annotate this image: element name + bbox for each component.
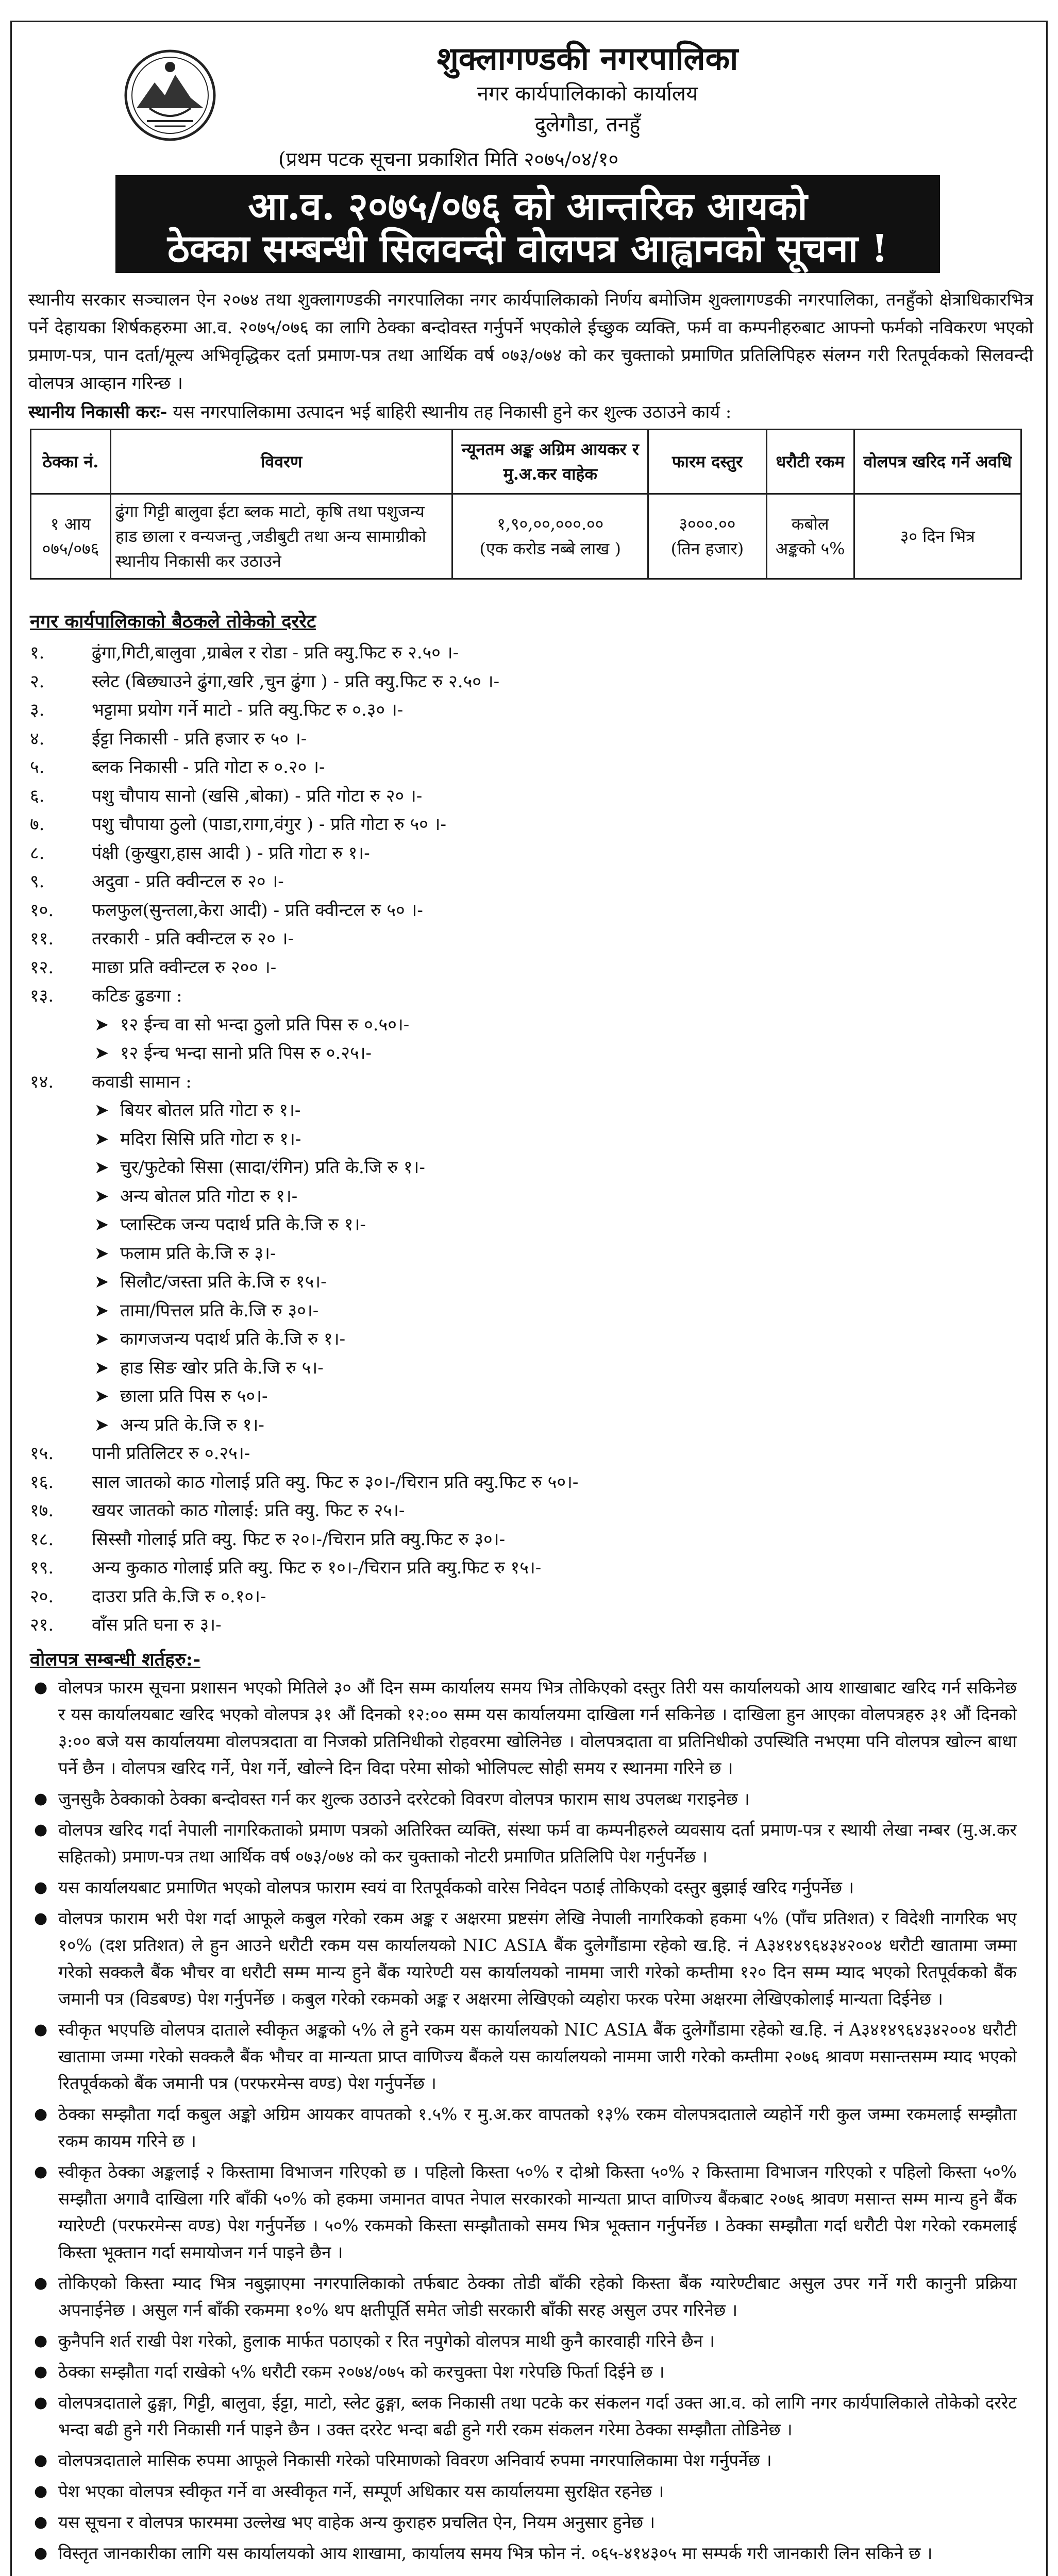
bullet-icon: ● [34,2332,48,2350]
rate-sub-item [30,1297,1009,1326]
rate-text: ब्लक निकासी - प्रति गोटा रु ०.२० ।- [92,757,325,777]
rate-text: ईट्टा निकासी - प्रति हजार रु ५० ।- [92,728,307,749]
rate-text: पानी प्रतिलिटर रु ०.२५।- [92,1443,250,1464]
term-text: वोलपत्र फारम सूचना प्रशासन भएको मितिले ३० औं दिन सम्म कार्यालय समय भित्र तोकिएको दस्तुर तिरी यस कार्यालयको आय शाखाबाट खरिद गर्न सकिनेछ र यस कार्यालयबाट खरिद भएको वोलपत्र ३१ औं दिनको १२:०० सम्म यस कार्यालयमा दाखिला गर्न सकिनेछ । दाखिला हुन आएका वोलपत्रहरु ३१ औं दिनको ३:०० बजे यस कार्यालयमा वोलपत्रदाता वा निजको प्रतिनिधीको रोहवरमा खोलिनेछ । वोलपत्रदाता वा प्रतिनिधीको उपस्थिति नभएमा पनि वोलपत्र खोल्न बाधा पर्ने छैन । वोलपत्र खरिद गर्ने, पेश गर्ने, खोल्ने दिन विदा परेमा सोको भोलिपल्ट सोही समय र स्थानमा गरिने छ । [58,1677,1017,1778]
cell-description: ढुंगा गिट्टी बालुवा ईटा ब्लक माटो, कृषि तथा पशुजन्य हाड छाला र वन्यजन्तु ,जडीबुटी तथा अन्य सामाग्रीको स्थानीय निकासी कर उठाउने [110,494,452,579]
term-text: पेश भएका वोलपत्र स्वीकृत गर्ने वा अस्वीकृत गर्ने, सम्पूर्ण अधिकार यस कार्यालयमा सुरक्षित रहनेछ । [58,2481,664,2501]
rate-item [30,668,1009,697]
arrow-bullet-icon: ➤ [94,1386,109,1406]
rate-sub-text: हाड सिङ खोर प्रति के.जि रु ५।- [120,1357,324,1378]
rate-sub-item [30,1182,1009,1211]
rate-number: ९. [30,871,45,892]
rate-sub-item [30,1411,1009,1440]
rate-item [30,725,1009,754]
rate-item [30,868,1009,896]
term-item [30,2359,1017,2385]
min-amount-words: (एक करोड नब्बे लाख ) [479,539,621,558]
rate-sub-item [30,1382,1009,1411]
cell-deposit: कबोल अङ्कको ५% [766,494,854,579]
bullet-icon: ● [34,2482,48,2500]
rate-item [30,639,1009,668]
rate-sub-text: अन्य बोतल प्रति गोटा रु १।- [120,1185,298,1207]
rate-sub-item [30,1268,1009,1297]
rate-text: पशु चौपाया ठुलो (पाडा,रागा,वंगुर ) - प्रति गोटा रु ५० ।- [92,814,447,835]
term-item [30,2270,1017,2324]
rate-number: ४. [30,728,45,749]
first-publication-date: (प्रथम पटक सूचना प्रकाशित मिति २०७५/०४/१० [278,148,619,171]
rate-text: पंक्षी (कुखुरा,हास आदी ) - प्रति गोटा रु १।- [92,842,370,863]
rate-text: सिस्सौ गोलाई प्रति क्यु. फिट रु २०।-/चिरान प्रति क्यु.फिट रु ३०।- [92,1529,506,1550]
term-item [30,2447,1017,2474]
banner-line-1: आ.व. २०७५/०७६ को आन्तरिक आयको [248,184,808,229]
rate-number: ७. [30,814,45,835]
rate-item [30,896,1009,925]
rate-item [30,810,1009,839]
term-text: जुनसुकै ठेक्काको ठेक्का बन्दोवस्त गर्न कर शुल्क उठाउने दररेटको विवरण वोलपत्र फाराम साथ उपलब्ध गराइनेछ । [58,1789,750,1809]
rate-number: १६. [30,1471,54,1493]
terms-list [30,1674,1017,2571]
header-form-fee: फारम दस्तुर [648,430,767,494]
arrow-bullet-icon: ➤ [94,1329,109,1349]
rate-number: १५. [30,1443,54,1464]
rate-text: ढुंगा,गिटी,बालुवा ,ग्राबेल र रोडा - प्रति क्यु.फिट रु २.५० ।- [92,642,459,663]
bullet-icon: ● [34,1821,48,1839]
term-text: ठेक्का सम्झौता गर्दा कबुल अङ्को अग्रिम आयकर वापतको १.५% र मु.अ.कर वापतको १३% रकम वोलपत्रदाताले व्यहोर्ने गरी कुल जम्मा रकमलाई सम्झौता रकम कायम गरिने छ । [58,2104,1017,2151]
rate-item [30,982,1009,1011]
rate-item [30,753,1009,782]
local-export-label: स्थानीय निकासी करः- [28,402,167,422]
rate-number: ६. [30,785,45,806]
bullet-icon: ● [34,2544,48,2562]
rate-number: १४. [30,1071,54,1092]
rate-item [30,1468,1009,1497]
bullet-icon: ● [34,2363,48,2381]
arrow-bullet-icon: ➤ [94,1100,109,1121]
rate-sub-item [30,1039,1009,1068]
rate-text: अदुवा - प्रति क्वीन्टल रु २० ।- [92,871,284,892]
government-emblem-icon [119,46,222,144]
arrow-bullet-icon: ➤ [94,1185,109,1207]
rate-number: ५. [30,757,45,777]
arrow-bullet-icon: ➤ [94,1043,109,1063]
intro-paragraph: स्थानीय सरकार सञ्चालन ऐन २०७४ तथा शुक्लागण्डकी नगरपालिका नगर कार्यपालिकाको निर्णय बमोजिम शुक्लागण्डकी नगरपालिका, तनहुँको क्षेत्राधिकारभित्र पर्ने देहायका शिर्षकहरुमा आ.व. २०७५/०७६ का लागि ठेक्का बन्दोवस्त गर्नुपर्ने भएकोले ईच्छुक व्यक्ति, फर्म वा कम्पनीहरुबाट आफ्नो फर्मको नविकरण भएको प्रमाण-पत्र, पान दर्ता/मूल्य अभिवृद्धिकर दर्ता प्रमाण-पत्र तथा आर्थिक वर्ष ०७३/०७४ को कर चुक्ताको प्रमाणित प्रतिलिपिहरु संलग्न गरी रितपूर्वकको सिलवन्दी वोलपत्र आव्हान गरिन्छ । [28,290,1033,394]
rate-sub-text: बियर बोतल प्रति गोटा रु १।- [120,1100,301,1121]
rate-text: तरकारी - प्रति क्वीन्टल रु २० ।- [92,928,294,949]
rate-sub-text: प्लास्टिक जन्य पदार्थ प्रति के.जि रु १।- [120,1214,366,1235]
rate-text: वाँस प्रति घना रु ३।- [92,1615,222,1635]
rate-item [30,1497,1009,1526]
rate-text: माछा प्रति क्वीन्टल रु २०० ।- [92,957,277,978]
arrow-bullet-icon: ➤ [94,1014,109,1035]
arrow-bullet-icon: ➤ [94,1300,109,1321]
bullet-icon: ● [34,2394,48,2412]
rate-number: १९. [30,1557,54,1578]
rate-sub-item [30,1354,1009,1383]
rate-number: १०. [30,900,54,921]
arrow-bullet-icon: ➤ [94,1414,109,1435]
rate-sub-text: १२ ईन्च भन्दा सानो प्रति पिस रु ०.२५।- [120,1043,372,1063]
arrow-bullet-icon: ➤ [94,1243,109,1264]
arrow-bullet-icon: ➤ [94,1157,109,1178]
term-item [30,2328,1017,2354]
term-text: स्वीकृत भएपछि वोलपत्र दाताले स्वीकृत अङ्कको ५% ले हुने रकम यस कार्यालयको NIC ASIA बैंक दुलेगौंडामा रहेको ख.हि. नं A३४१४९६४३४२००४ धरौटी खातामा जम्मा गरेको सक्कलै बैंक भौचर वा मान्यता प्राप्त वाणिज्य बैंकले यस कार्यालयको नाममा जारी गरेको कम्तीमा २०७६ श्रावण मसान्तसम्म म्याद भएको रितपूर्वकको बैंक जमानी पत्र (परफरमेन्स वण्ड) पेश गर्नुपर्नेछ । [58,2020,1017,2093]
rate-item [30,954,1009,982]
term-item [30,1786,1017,1812]
header-min-amount: न्यूनतम अङ्क अग्रिम आयकर र मु.अ.कर वाहेक [452,430,648,494]
term-item [30,1674,1017,1782]
term-text: तोकिएको किस्ता म्याद भित्र नबुझाएमा नगरपालिकाको तर्फबाट ठेक्का तोडी बाँकी रहेको किस्ता बैंक ग्यारेण्टीबाट असुल उपर गर्ने गरी कानुनी प्रक्रिया अपनाईनेछ । असुल गर्न बाँकी रकममा १०% थप क्षतीपूर्ति समेत जोडी सरकारी बाँकी सरह असुल उपर गरिनेछ । [58,2273,1017,2320]
bullet-icon: ● [34,2513,48,2531]
rate-item [30,782,1009,811]
term-item [30,2389,1017,2443]
rate-sub-item [30,1154,1009,1182]
rates-list [30,639,1009,1640]
arrow-bullet-icon: ➤ [94,1214,109,1235]
rate-text: साल जातको काठ गोलाई प्रति क्यु. फिट रु ३०।-/चिरान प्रति क्यु.फिट रु ५०।- [92,1471,579,1493]
table-row [31,494,1021,579]
rate-number: १३. [30,986,54,1006]
office-address: दुलेगौडा, तनहुँ [534,113,641,137]
bullet-icon: ● [34,1878,48,1896]
rate-text: भट्टामा प्रयोग गर्ने माटो - प्रति क्यु.फिट रु ०.३० ।- [92,700,404,720]
rate-number: १२. [30,957,54,978]
terms-title: वोलपत्र सम्बन्धी शर्तहरु:- [30,1649,201,1670]
rate-sub-text: तामा/पित्तल प्रति के.जि रु ३०।- [120,1300,319,1321]
rate-number: ११. [30,928,54,949]
banner-line-2: ठेक्का सम्बन्धी सिलवन्दी वोलपत्र आह्वानको सूचना ! [167,227,888,271]
term-item [30,1817,1017,1870]
term-text: यस कार्यालयबाट प्रमाणित भएको वोलपत्र फाराम स्वयं वा रितपूर्वकको वारेस निवेदन पठाई तोकिएको दस्तुर बुझाई खरिद गर्नुपर्नेछ । [58,1877,854,1897]
rate-text: अन्य कुकाठ गोलाई प्रति क्यु. फिट रु १०।-/चिरान प्रति क्यु.फिट रु १५।- [92,1557,542,1578]
header-period: वोलपत्र खरिद गर्ने अवधि [854,430,1021,494]
rate-sub-text: चुर/फुटेको सिसा (सादा/रंगिन) प्रति के.जि रु १।- [120,1157,425,1178]
rate-sub-item [30,1240,1009,1268]
notice-banner [115,175,940,273]
header-description: विवरण [110,430,452,494]
header-deposit: धरौटी रकम [766,430,854,494]
rate-text: पशु चौपाय सानो (खसि ,बोका) - प्रति गोटा रु २० ।- [92,785,423,806]
term-item [30,2540,1017,2567]
rate-sub-item [30,1096,1009,1125]
rate-number: १. [30,642,45,663]
bullet-icon: ● [34,2274,48,2292]
rate-item [30,696,1009,725]
rate-item [30,1068,1009,1097]
bullet-icon: ● [34,1909,48,1927]
cell-min-amount [452,494,648,579]
rate-sub-text: मदिरा सिसि प्रति गोटा रु १।- [120,1128,301,1149]
rate-text: फलफुल(सुन्तला,केरा आदी) - प्रति क्वीन्टल रु ५० ।- [92,900,423,921]
rate-item [30,839,1009,868]
min-amount-figure: १,९०,००,०००.०० [497,514,604,534]
rate-text: दाउरा प्रति के.जि रु ०.१०।- [92,1586,266,1607]
cell-contract-no: १ आय ०७५/०७६ [31,494,111,579]
rate-text: खयर जातको काठ गोलाई: प्रति क्यु. फिट रु २५।- [92,1500,405,1521]
rate-item [30,925,1009,954]
form-fee-figure: ३०००.०० [679,514,736,534]
rate-sub-item [30,1011,1009,1040]
form-fee-words: (तिन हजार) [670,539,744,558]
office-name: नगर कार्यपालिकाको कार्यालय [477,82,698,106]
rate-item [30,1526,1009,1554]
arrow-bullet-icon: ➤ [94,1272,109,1292]
bullet-icon: ● [34,1679,48,1697]
term-text: यस सूचना र वोलपत्र फारममा उल्लेख भए वाहेक अन्य कुराहरु प्रचलित ऐन, नियम अनुसार हुनेछ । [58,2512,656,2532]
term-text: ठेक्का सम्झौता गर्दा राखेको ५% धरौटी रकम २०७४/०७५ को करचुक्ता पेश गरेपछि फिर्ता दिईने छ । [58,2362,665,2382]
rate-number: २०. [30,1586,54,1607]
term-item [30,2016,1017,2097]
contract-table [30,429,1022,580]
term-item [30,2509,1017,2536]
rate-number: १८. [30,1529,54,1550]
rate-number: २१. [30,1615,54,1635]
bullet-icon: ● [34,2021,48,2039]
rate-sub-item [30,1211,1009,1240]
rate-text: कटिङ ढुङगा : [92,986,182,1006]
bullet-icon: ● [34,1790,48,1808]
rate-text: स्लेट (बिछ्याउने ढुंगा,खरि ,चुन ढुंगा ) - प्रति क्यु.फिट रु २.५० ।- [92,671,500,692]
term-item [30,2159,1017,2266]
header-contract-no: ठेक्का नं. [31,430,111,494]
rate-sub-item [30,1125,1009,1154]
local-export-line [28,399,1033,425]
rate-item [30,1439,1009,1468]
term-text: वोलपत्र खरिद गर्दा नेपाली नागरिकताको प्रमाण पत्रको अतिरिक्त व्यक्ति, संस्था फर्म वा कम्पनीहरुले व्यवसाय दर्ता प्रमाण-पत्र र स्थायी लेखा नम्बर (मु.अ.कर सहितको) प्रमाण-पत्र तथा आर्थिक वर्ष ०७३/०७४ को कर चुक्ताको नोटरी प्रमाणित प्रतिलिपि पेश गर्नुपर्नेछ । [58,1820,1017,1867]
term-text: वोलपत्रदाताले ढुङ्गा, गिट्टी, बालुवा, ईट्टा, माटो, स्लेट ढुङ्गा, ब्लक निकासी तथा पटके कर संकलन गर्दा उक्त आ.व. को लागि नगर कार्यपालिकाले तोकेको दररेट भन्दा बढी हुने गरी निकासी गर्न पाइने छैन । उक्त दररेट भन्दा बढी हुने गरी रकम संकलन गरेमा ठेक्का सम्झौता तोडिनेछ । [58,2393,1017,2439]
rate-number: १७. [30,1500,54,1521]
cell-form-fee [648,494,767,579]
term-item [30,2101,1017,2155]
term-item [30,1874,1017,1901]
term-text: कुनैपनि शर्त राखी पेश गरेको, हुलाक मार्फत पठाएको र रित नपुगेको वोलपत्र माथी कुनै कारवाही गरिने छैन । [58,2331,715,2351]
bullet-icon: ● [34,2105,48,2123]
term-text: वोलपत्रदाताले मासिक रुपमा आफूले निकासी गरेको परिमाणको विवरण अनिवार्य रुपमा नगरपालिकामा पेश गर्नुपर्नेछ । [58,2450,772,2470]
term-text: विस्तृत जानकारीका लागि यस कार्यालयको आय शाखामा, कार्यालय समय भित्र फोन नं. ०६५-४१४३०५ मा सम्पर्क गरी जानकारी लिन सकिने छ । [58,2543,933,2563]
rate-text: कवाडी सामान : [92,1071,192,1092]
rate-sub-text: फलाम प्रति के.जि रु ३।- [120,1243,276,1264]
rate-item [30,1554,1009,1583]
rate-number: २. [30,671,45,692]
local-export-text: यस नगरपालिकामा उत्पादन भई बाहिरी स्थानीय तह निकासी हुने कर शुल्क उठाउने कार्य : [173,402,732,422]
rate-sub-text: सिलौट/जस्ता प्रति के.जि रु १५।- [120,1272,327,1292]
term-item [30,2478,1017,2505]
rate-sub-text: कागजजन्य पदार्थ प्रति के.जि रु १।- [120,1329,346,1349]
table-header-row [31,430,1021,494]
rate-sub-text: १२ ईन्च वा सो भन्दा ठुलो प्रति पिस रु ०.५०।- [120,1014,410,1035]
rates-title: नगर कार्यपालिकाको बैठकले तोकेको दररेट [30,611,316,632]
rate-number: ८. [30,842,45,863]
arrow-bullet-icon: ➤ [94,1128,109,1149]
rate-number: ३. [30,700,45,720]
rate-sub-text: अन्य प्रति के.जि रु १।- [120,1414,264,1435]
bullet-icon: ● [34,2163,48,2181]
rate-sub-text: छाला प्रति पिस रु ५०।- [120,1386,268,1406]
term-text: स्वीकृत ठेक्का अङ्कलाई २ किस्तामा विभाजन गरिएको छ । पहिलो किस्ता ५०% र दोश्रो किस्ता ५०% २ किस्तामा विभाजन गरिएको र पहिलो किस्ता ५०% सम्झौता अगावै दाखिला गरि बाँकी ५०% को हकमा जमानत वापत नेपाल सरकारको मान्यता प्राप्त वाणिज्य बैंकबाट २०७६ श्रावण मसान्त सम्म मान्य हुने बैंक ग्यारेण्टी (परफरमेन्स वण्ड) पेश गर्नुपर्नेछ । ५०% रकमको किस्ता सम्झौताको समय भित्र भूक्तान गर्नुपर्नेछ । ठेक्का सम्झौता गर्दा धरौटी पेश गरेको रकमलाई किस्ता भूक्तान गर्दा समायोजन गर्न पाइने छैन । [58,2162,1017,2262]
organization-name: शुक्लागण्डकी नगरपालिका [436,40,738,77]
bullet-icon: ● [34,2451,48,2469]
rate-sub-item [30,1325,1009,1354]
term-item [30,1905,1017,2012]
rate-item [30,1583,1009,1612]
cell-period: ३० दिन भित्र [854,494,1021,579]
arrow-bullet-icon: ➤ [94,1357,109,1378]
rate-item [30,1611,1009,1640]
term-text: वोलपत्र फाराम भरी पेश गर्दा आफूले कबुल गरेको रकम अङ्क र अक्षरमा प्रष्टसंग लेखि नेपाली नागरिकको हकमा ५% (पाँच प्रतिशत) र विदेशी नागरिक भए १०% (दश प्रतिशत) ले हुन आउने धरौटी रकम यस कार्यालयको NIC ASIA बैंक दुलेगौंडामा रहेको ख.हि. नं A३४१४९६४३४२००४ धरौटी खातामा जम्मा गरेको सक्कलै बैंक भौचर वा धरौटी सम्म मान्य हुने बैंक ग्यारेण्टी यस कार्यालयको नाममा जारी गरेको कम्तीमा १२० दिन सम्म म्याद भएको रितपूर्वकको बैंक जमानी पत्र (विडबण्ड) पेश गर्नुपर्नेछ । कबुल गरेको रकमको अङ्क र अक्षरमा लेखिएको व्यहोरा फरक परेमा अक्षरमा लेखिएकोलाई मान्यता दिईनेछ । [58,1908,1017,2009]
